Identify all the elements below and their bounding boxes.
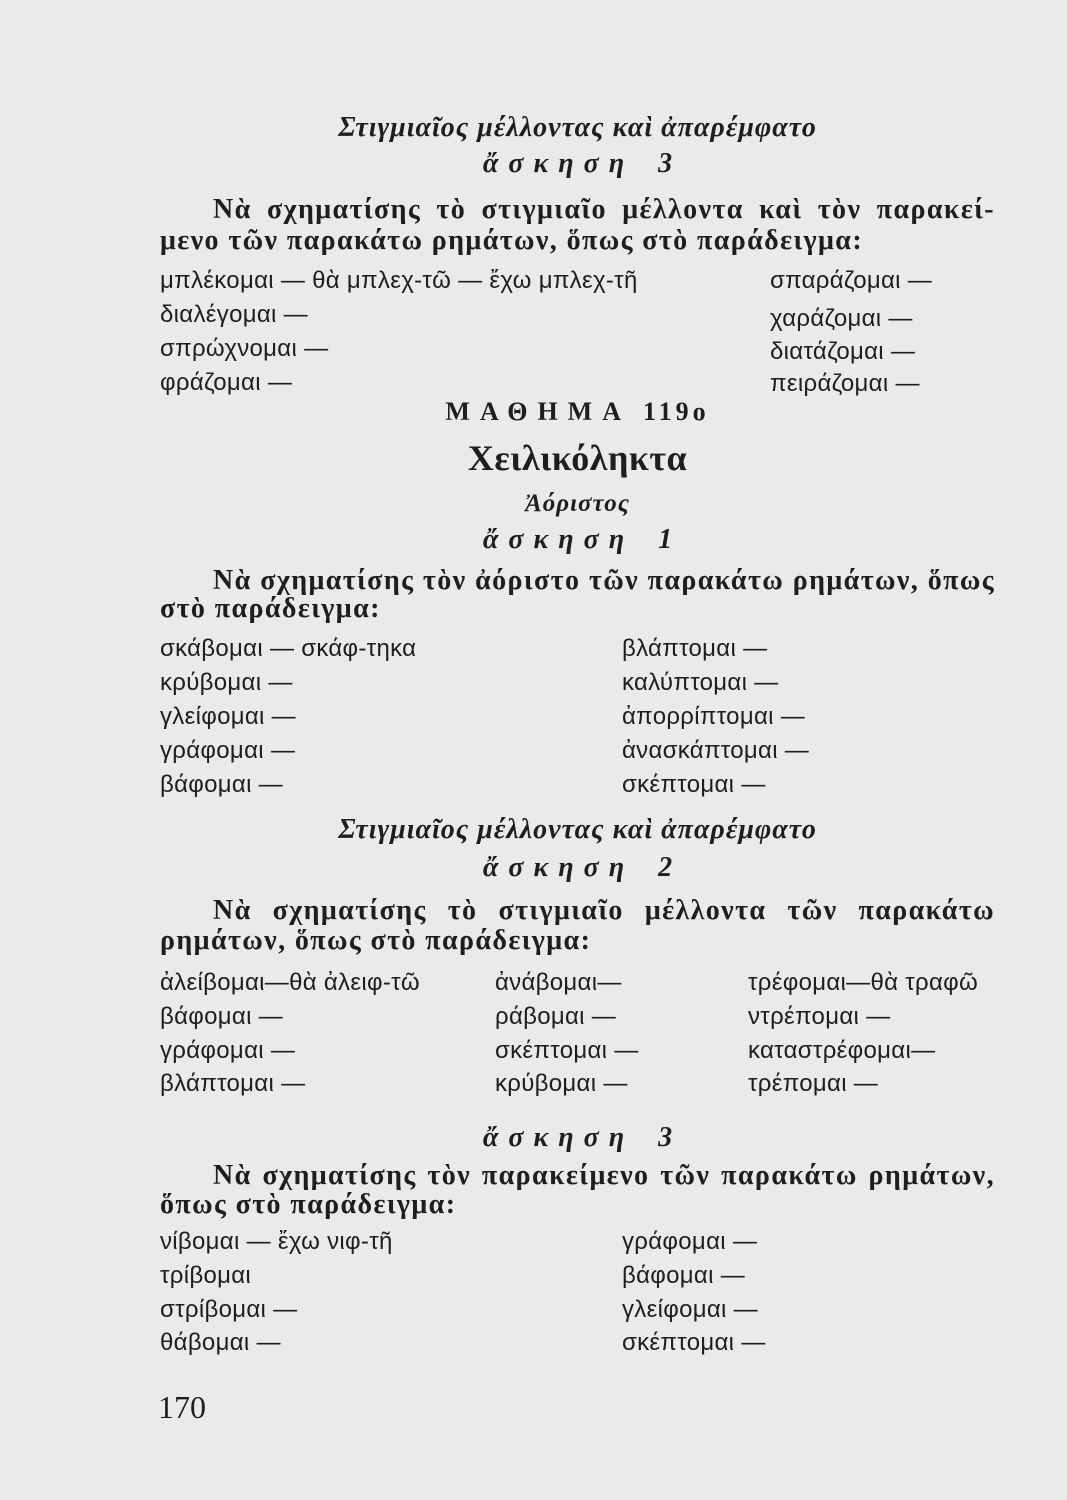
- verb-item: ἀλείβομαι—θὰ ἀλειφ-τῶ: [160, 969, 420, 996]
- verb-item: μπλέκομαι — θὰ μπλεχ-τῶ — ἔχω μπλεχ-τῆ: [160, 267, 638, 294]
- verb-item: ἀνάβομαι—: [495, 969, 622, 996]
- exercise-label: ἄσκηση: [482, 148, 635, 179]
- verb-item: γράφομαι —: [622, 1228, 758, 1255]
- exercise-label: ἄσκηση: [482, 1122, 635, 1153]
- instruction-line: Νὰ σχηματίσης τὸ στιγμιαῖο μέλλοντα τῶν παρακάτω: [213, 895, 995, 926]
- exercise-title: [160, 852, 995, 884]
- verb-item: τρίβομαι: [160, 1262, 252, 1289]
- verb-item: βλάπτομαι —: [622, 635, 768, 662]
- section-heading: Στιγμιαῖος μέλλοντας καὶ ἀπαρέμφατο: [338, 814, 817, 845]
- verb-item: διαλέγομαι —: [160, 301, 308, 328]
- verb-item: διατάζομαι —: [770, 338, 916, 365]
- instruction-line: μενο τῶν παρακάτω ρημάτων, ὅπως στὸ παράδειγμα:: [160, 225, 864, 256]
- instruction-line: ρημάτων, ὅπως στὸ παράδειγμα:: [160, 925, 592, 956]
- verb-item: σκέπτομαι —: [622, 771, 766, 798]
- verb-item: βλάπτομαι —: [160, 1070, 306, 1097]
- verb-item: γλείφομαι —: [622, 1296, 758, 1323]
- exercise-label: ἄσκηση: [482, 852, 635, 883]
- exercise-title: [160, 524, 995, 556]
- verb-item: σκάβομαι — σκάφ-τηκα: [160, 635, 417, 662]
- verb-item: σκέπτομαι —: [622, 1329, 766, 1356]
- verb-item: κρύβομαι —: [160, 669, 293, 696]
- verb-item: καλύπτομαι —: [622, 669, 779, 696]
- verb-item: γλείφομαι —: [160, 703, 296, 730]
- instruction-line: ὅπως στὸ παράδειγμα:: [160, 1189, 457, 1220]
- verb-item: φράζομαι —: [160, 369, 293, 396]
- verb-item: χαράζομαι —: [770, 305, 913, 332]
- verb-item: ντρέπομαι —: [748, 1003, 891, 1030]
- lesson-topic: Χειλικόληκτα: [467, 438, 688, 478]
- verb-item: τρέπομαι —: [748, 1070, 879, 1097]
- instruction-line: Νὰ σχηματίσης τὸν ἀόριστο τῶν παρακάτω ρημάτων, ὅπως: [213, 565, 995, 596]
- lesson-word: ΜΑΘΗΜΑ: [445, 397, 631, 426]
- verb-item: βάφομαι —: [160, 771, 283, 798]
- verb-item: ἀνασκάπτομαι —: [622, 737, 810, 764]
- verb-item: σπρώχνομαι —: [160, 335, 329, 362]
- exercise-number: 2: [658, 852, 673, 883]
- verb-item: γράφομαι —: [160, 1037, 296, 1064]
- verb-item: θάβομαι —: [160, 1329, 281, 1356]
- instruction-line: Νὰ σχηματίσης τὸν παρακείμενο τῶν παρακάτω ρημάτων,: [213, 1160, 995, 1191]
- verb-item: στρίβομαι —: [160, 1296, 298, 1323]
- verb-item: ἀπορρίπτομαι —: [622, 703, 806, 730]
- exercise-number: 3: [658, 148, 673, 179]
- verb-item: ράβομαι —: [495, 1003, 617, 1030]
- verb-item: σπαράζομαι —: [770, 267, 933, 294]
- verb-item: καταστρέφομαι—: [748, 1037, 936, 1064]
- section-heading: Στιγμιαῖος μέλλοντας καὶ ἀπαρέμφατο: [338, 112, 817, 143]
- verb-item: νίβομαι — ἔχω νιφ-τῆ: [160, 1228, 393, 1255]
- verb-item: πειράζομαι —: [770, 370, 920, 397]
- exercise-number: 1: [658, 524, 673, 555]
- exercise-title: [160, 1122, 995, 1154]
- verb-item: βάφομαι —: [622, 1262, 745, 1289]
- exercise-number: 3: [658, 1122, 673, 1153]
- verb-item: κρύβομαι —: [495, 1070, 628, 1097]
- lesson-subtopic: Ἀόριστος: [525, 490, 630, 517]
- verb-item: σκέπτομαι —: [495, 1037, 639, 1064]
- exercise-title: [160, 148, 995, 180]
- lesson-number: 119ο: [643, 397, 710, 426]
- verb-item: βάφομαι —: [160, 1003, 283, 1030]
- lesson-title: [160, 396, 995, 428]
- instruction-line: Νὰ σχηματίσης τὸ στιγμιαῖο μέλλοντα καὶ τὸν παρακεί-: [213, 194, 995, 225]
- instruction-line: στὸ παράδειγμα:: [160, 593, 381, 624]
- verb-item: τρέφομαι—θὰ τραφῶ: [748, 969, 979, 996]
- exercise-label: ἄσκηση: [482, 524, 635, 555]
- verb-item: γράφομαι —: [160, 737, 296, 764]
- page-number: 170: [158, 1389, 206, 1425]
